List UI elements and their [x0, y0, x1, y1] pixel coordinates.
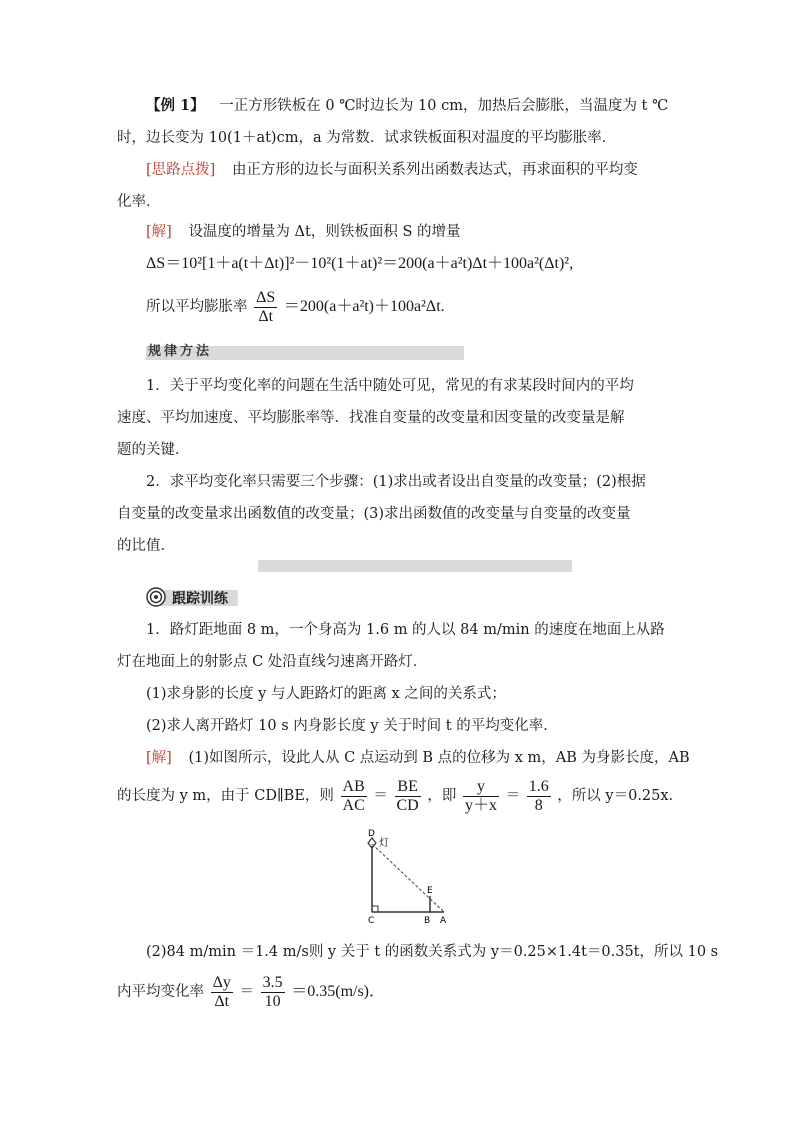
lamp-shadow-figure [360, 826, 460, 924]
practice-part2-line-2 [117, 972, 682, 1012]
fraction-ab-ac [341, 778, 367, 815]
fraction-dy-dt-denominator: Δt [214, 992, 230, 1010]
point-b-label: B [424, 916, 431, 924]
equals-3: ＝ [239, 984, 255, 1000]
equals-2: ＝ [505, 788, 521, 804]
example-text-1: 一正方形铁板在 0 ℃时边长为 10 cm，加热后会膨胀，当温度为 t ℃ [219, 98, 669, 114]
lamp-label: 灯 [379, 838, 389, 849]
light-ray-line [372, 844, 444, 912]
fraction-be-cd [395, 778, 421, 815]
fraction-dy-dt [211, 974, 233, 1011]
practice-header: 跟踪训练 [172, 591, 228, 607]
fraction-be-cd-numerator: BE [395, 778, 421, 797]
solution-text-1: 设温度的增量为 Δt，则铁板面积 S 的增量 [188, 224, 461, 240]
solution-formula: ΔS＝10²[1＋a(t＋Δt)]²－10²(1＋at)²＝200(a＋a²t)Δt＋100a²(Δt)², [146, 255, 574, 272]
solution-rate-line [146, 288, 711, 326]
practice-q-part-1: (1)求身影的长度 y 与人距路灯的距离 x 之间的关系式； [146, 686, 506, 702]
fraction-35-10-denominator: 10 [264, 992, 281, 1010]
practice-q-line-2: 灯在地面上的射影点 C 处沿直线匀速离开路灯． [117, 654, 428, 670]
solution-rate-numerator: ΔS [256, 288, 276, 306]
solution-rate-prefix: 所以平均膨胀率 [146, 299, 248, 315]
practice-sol-line-1 [146, 748, 711, 768]
practice-sol-text-2a: 的长度为 y m，由于 CD∥BE，则 [117, 788, 334, 804]
practice-sol-text-2c: ，所以 y＝0.25x. [557, 788, 674, 804]
solution-rate-result: ＝200(a＋a²t)＋100a²Δt. [283, 298, 445, 315]
fraction-35-10 [261, 974, 285, 1011]
fraction-be-cd-denominator: CD [396, 796, 419, 814]
method-p2-line-3: 的比值． [117, 538, 175, 554]
fraction-ab-ac-denominator: AC [342, 796, 365, 814]
practice-sol-text-2b: ，即 [427, 788, 457, 804]
fraction-35-10-numerator: 3.5 [262, 973, 283, 991]
fraction-y-yx-numerator: y [463, 778, 499, 797]
solution-tag: [解] [146, 224, 172, 240]
hint-line-1 [146, 160, 711, 180]
method-p1-line-3: 题的关键． [117, 442, 190, 458]
example-line-2: 时，边长变为 10(1＋at)cm，a 为常数．试求铁板面积对温度的平均膨胀率． [117, 130, 617, 146]
solution-line-1 [146, 222, 711, 242]
fraction-dy-dt-numerator: Δy [212, 973, 231, 991]
example-line-1 [146, 96, 711, 116]
example-tag: 【例 1】 [146, 97, 205, 114]
point-c-label: C [368, 916, 375, 924]
hint-tag: [思路点拨] [146, 162, 216, 178]
method-header: 规律方法 [148, 344, 213, 359]
section-divider [258, 560, 572, 572]
point-d-label: D [368, 829, 375, 839]
solution-rate-denominator: Δt [258, 307, 274, 325]
practice-sol-line-2 [117, 776, 682, 816]
fraction-16-8-denominator: 8 [534, 796, 543, 814]
fraction-16-8-numerator: 1.6 [528, 777, 549, 795]
practice-q-line-1: 1．路灯距地面 8 m，一个身高为 1.6 m 的人以 84 m/min 的速度在地面上从路 [146, 622, 665, 638]
point-e-label: E [427, 886, 433, 896]
hint-line-2: 化率． [117, 194, 161, 210]
fraction-y-yx-denominator: y＋x [464, 796, 497, 814]
practice-sol-text-1: (1)如图所示，设此人从 C 点运动到 B 点的位移为 x m，AB 为身影长度，AB [188, 750, 690, 766]
fraction-y-yx [463, 778, 499, 815]
solution-rate-fraction [254, 289, 277, 326]
practice-part2-line-1: (2)84 m/min ＝1.4 m/s则 y 关于 t 的函数关系式为 y＝0.25×1.4t＝0.35t，所以 10 s [146, 944, 719, 960]
hint-text-1: 由正方形的边长与面积关系列出函数表达式，再求面积的平均变 [231, 162, 638, 178]
equals-1: ＝ [373, 788, 388, 804]
fraction-16-8 [527, 778, 551, 815]
method-p2-line-1: 2．求平均变化率只需要三个步骤：(1)求出或者设出自变量的改变量；(2)根据 [146, 474, 646, 490]
fraction-ab-ac-numerator: AB [342, 777, 365, 795]
right-angle-mark [372, 906, 378, 912]
point-a-label: A [440, 916, 447, 924]
practice-part2-prefix: 内平均变化率 [117, 984, 204, 1000]
method-p1-line-2: 速度、平均加速度、平均膨胀率等．找准自变量的改变量和因变量的改变量是解 [117, 410, 625, 426]
practice-sol-tag: [解] [146, 750, 172, 766]
method-p2-line-2: 自变量的改变量求出函数值的改变量；(3)求出函数值的改变量与自变量的改变量 [117, 506, 631, 522]
practice-part2-result: ＝0.35(m/s)． [291, 983, 386, 1000]
practice-q-part-2: (2)求人离开路灯 10 s 内身影长度 y 关于时间 t 的平均变化率． [146, 718, 558, 734]
method-p1-line-1: 1．关于平均变化率的问题在生活中随处可见，常见的有求某段时间内的平均 [146, 378, 634, 394]
